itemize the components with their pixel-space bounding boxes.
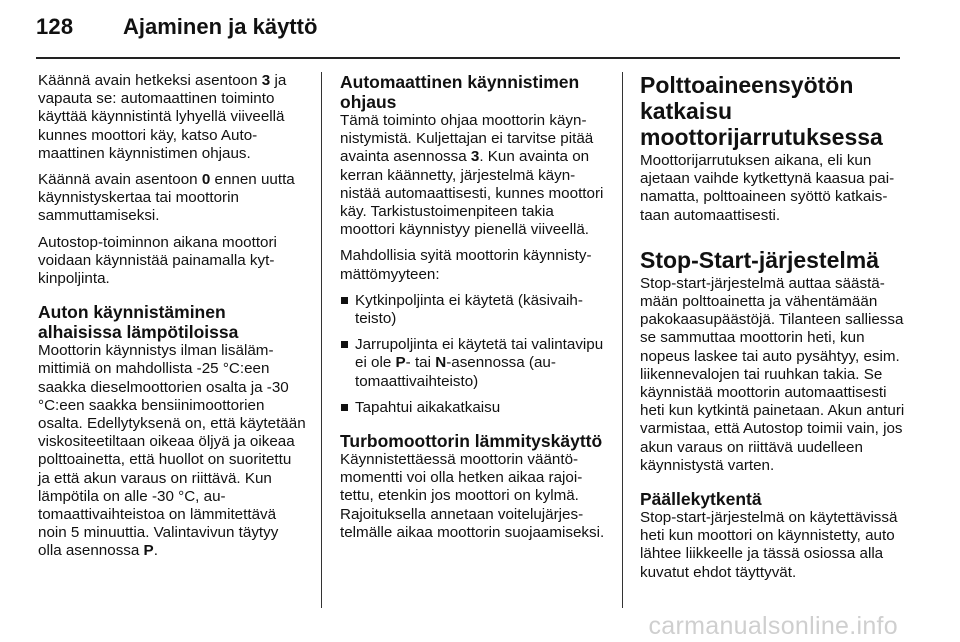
section-heading-auto-starter: Automaattinen käynnistimen ohjaus — [340, 72, 580, 112]
paragraph: Moottorin käynnistys ilman lisälämmittimiä on mahdollista -25 °C:een saakka dieselmoottorien osalta ja -30 °C:een saakka bensiinimoottorien osalta. Edellytyksenä on, että käytetään viskositeetiltaan oikeaa öljyä ja oikeaa polttoainetta, että huollot on suoritettu ja että akun varaus on riittävä. Kun lämpötila on alle -30 °C, automaattivaihteistoa on lämmitettävä noin 5 minuuttia. Valintavivun täytyy olla asennossa P. — [38, 342, 306, 560]
list-item: Tapahtui aikakatkaisu — [340, 399, 608, 417]
page-title: Ajaminen ja käyttö — [123, 14, 318, 39]
paragraph: Käännä avain hetkeksi asentoon 3 ja vapauta se: automaattinen toiminto käyttää käynnistintä lyhyellä viiveellä kunnes moottori käy, katso Automaattinen käynnistimen ohjaus. — [38, 72, 287, 162]
page-number: 128 — [36, 14, 74, 39]
column-divider — [321, 72, 322, 608]
paragraph: Mahdollisia syitä moottorin käynnistymättömyyteen: — [340, 247, 592, 283]
list-item: Jarrupoljinta ei käytetä tai valintavipu ei ole P- tai N-asennossa (automaattivaihteisto) — [340, 336, 608, 391]
paragraph: Tämä toiminto ohjaa moottorin käynnistymistä. Kuljettajan ei tarvitse pitää avainta asennossa 3. Kun avainta on kerran käännetty, järjestelmä käynnistää automaattisesti, kunnes moottori käy. Tarkistustoimenpiteen takia moottori käynnistyy pienellä viiveellä. — [340, 112, 604, 239]
paragraph: Käännä avain asentoon 0 ennen uutta käynnistyskertaa tai moottorin sammuttamiseksi. — [38, 171, 295, 225]
bullet-icon — [341, 341, 348, 348]
section-heading-fuel-cutoff: Polttoaineensyötön katkaisu moottorijarrutuksessa — [640, 72, 883, 150]
paragraph: Autostop-toiminnon aikana moottori voidaan käynnistää painamalla kytkinpoljinta. — [38, 233, 277, 288]
section-heading-activation: Päällekytkentä — [640, 489, 762, 510]
column-1 — [38, 72, 306, 569]
paragraph: Käynnistettäessä moottorin vääntömomentti voi olla hetken aikaa rajoitettu, etenkin jos moottori on kylmä. Rajoituksella annetaan voitelujärjestelmälle aikaa moottorin suojaamiseksi. — [340, 451, 605, 541]
bullet-list — [340, 292, 608, 417]
paragraph: Moottorijarrutuksen aikana, eli kun ajetaan vaihde kytkettynä kaasua painamatta, polttoaineen syöttö katkaistaan automaattisesti. — [640, 152, 895, 224]
section-heading-turbo: Turbomoottorin lämmityskäyttö — [340, 431, 603, 452]
section-heading-cold-start: Auton käynnistäminen alhaisissa lämpötiloissa — [38, 302, 239, 343]
column-3 — [640, 72, 908, 590]
section-heading-stop-start: Stop-Start-järjestelmä — [640, 246, 880, 273]
paragraph: Stop-start-järjestelmä auttaa säästämään polttoainetta ja vähentämään pakokaasupäästöjä. Tilanteen salliessa se sammuttaa moottorin heti, kun nopeus laskee tai auto pysähtyy, esim. liikennevalojen tai ruuhkan takia. Se käynnistää moottorin automaattisesti heti kun kytkintä painetaan. Akun anturi varmistaa, että Autostop toimii vain, jos akun varaus on riittävä uudelleen käynnistystä varten. — [640, 274, 905, 474]
paragraph: Stop-start-järjestelmä on käytettävissä heti kun moottori on käynnistetty, auto lähtee liikkeelle ja tässä osiossa alla kuvatut ehdot täyttyvät. — [640, 509, 898, 581]
bullet-icon — [341, 297, 348, 304]
column-divider — [622, 72, 623, 608]
header-rule — [36, 57, 900, 59]
list-item: Kytkinpoljinta ei käytetä (käsivaihteisto) — [340, 292, 608, 328]
bullet-icon — [341, 404, 348, 411]
watermark: carmanualsonline.info — [648, 612, 898, 640]
column-2 — [340, 72, 608, 550]
